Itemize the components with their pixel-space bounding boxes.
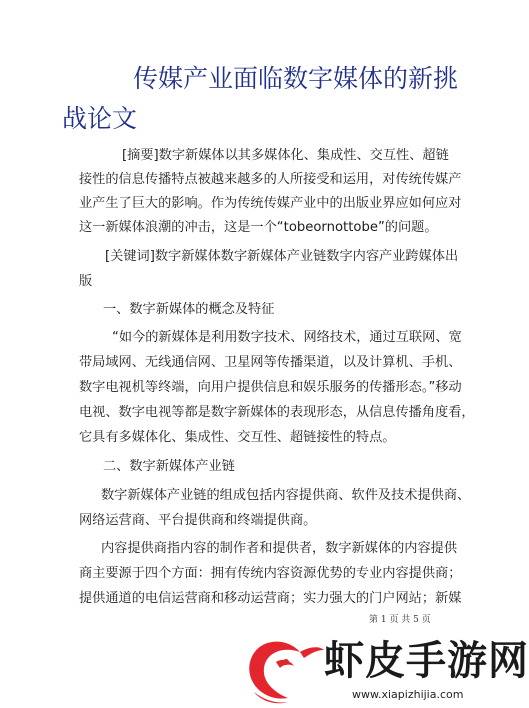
page-number-footer: 第 1 页 共 5 页: [369, 615, 431, 625]
paragraph-1-line-2: 带局域网、无线通信网、卫星网等传播渠道，以及计算机、手机、: [79, 355, 462, 370]
paragraph-2-line-1: 数字新媒体产业链的组成包括内容提供商、软件及技术提供商、: [101, 488, 471, 503]
paragraph-1-line-4: 电视、数字电视等都是数字新媒体的表现形态，从信息传播角度看，: [79, 405, 475, 420]
keywords-line-2: 版: [79, 274, 93, 289]
abstract-line-2: 接性的信息传播特点被越来越多的人所接受和运用，对传统传媒产: [79, 172, 462, 187]
paragraph-1-line-3: 数字电视机等终端，向用户提供信息和娱乐服务的传播形态。”移动: [79, 380, 462, 395]
abstract-line-4: 这一新媒体浪潮的冲击，这是一个“tobeornottobe”的问题。: [79, 220, 438, 235]
paragraph-1-line-1: “如今的新媒体是利用数字技术、网络技术，通过互联网、宽: [112, 330, 462, 345]
document-title-line-2: 战论文: [62, 104, 138, 133]
section-heading-2: 二、数字新媒体产业链: [103, 459, 235, 474]
section-heading-1: 一、数字新媒体的概念及特征: [103, 302, 275, 317]
document-title-line-1: 传媒产业面临数字媒体的新挑: [133, 64, 459, 93]
paragraph-3-line-2: 商主要源于四个方面：拥有传统内容资源优势的专业内容提供商；: [79, 566, 462, 581]
keywords-line-1: [关键词]数字新媒体数字新媒体产业链数字内容产业跨媒体出: [105, 249, 459, 264]
paragraph-1-line-5: 它具有多媒体化、集成性、交互性、超链接性的特点。: [79, 430, 396, 445]
abstract-line-3: 业产生了巨大的影响。作为传统传媒产业中的出版业界应如何应对: [79, 196, 462, 211]
watermark-url-text: www.xiapizhijia.com: [352, 688, 464, 701]
watermark-brand-text: 虾皮手游网: [324, 638, 529, 684]
paragraph-3-line-3: 提供通道的电信运营商和移动运营商；实力强大的门户网站；新媒: [79, 591, 462, 606]
paragraph-2-line-2: 网络运营商、平台提供商和终端提供商。: [79, 513, 317, 528]
site-watermark: [240, 632, 529, 708]
paragraph-3-line-1: 内容提供商指内容的制作者和提供者，数字新媒体的内容提供: [101, 541, 458, 556]
shrimp-logo-icon: [240, 632, 326, 708]
abstract-line-1: [摘要]数字新媒体以其多媒体化、集成性、交互性、超链: [122, 148, 449, 163]
